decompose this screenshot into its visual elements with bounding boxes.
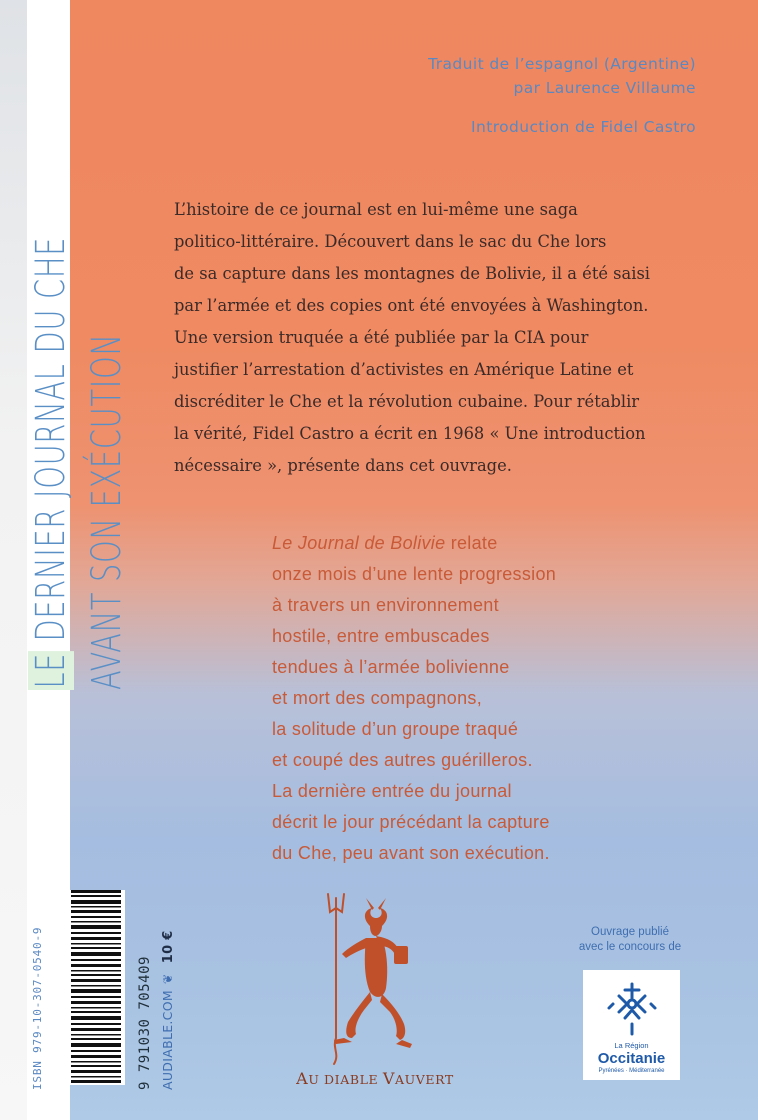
summary-paragraph — [272, 528, 612, 869]
summary-line: décrit le jour précédant la capture — [272, 812, 550, 832]
publisher-rest-1: U DIABLE — [308, 1072, 383, 1087]
support-notice — [570, 925, 690, 955]
book-title-italic: Le Journal de Bolivie — [272, 533, 446, 553]
barcode-block — [27, 890, 177, 1090]
title-line-1-rest: DERNIER JOURNAL DU CHE — [28, 236, 74, 652]
occitanie-logo — [583, 970, 680, 1080]
isbn-label: ISBN 979-10-307-0540-9 — [31, 926, 44, 1090]
price-label: 10 € — [161, 930, 176, 964]
cover-edge-strip — [0, 0, 27, 1120]
publisher-name — [270, 1069, 480, 1088]
blurb-line: la vérité, Fidel Castro a écrit en 1968 « Une introduction — [174, 424, 646, 443]
translator-credit — [428, 52, 696, 100]
publisher-initial-2: V — [382, 1069, 395, 1088]
summary-line: onze mois d’une lente progression — [272, 564, 557, 584]
summary-line: la solitude d’un groupe traqué — [272, 719, 519, 739]
summary-line: hostile, entre embuscades — [272, 626, 490, 646]
region-name: Occitanie — [597, 1050, 666, 1067]
blurb-line: discréditer le Che et la révolution cubaine. Pour rétablir — [174, 392, 640, 411]
translation-line-2: par Laurence Villaume — [513, 79, 696, 97]
publisher-mark-icon: ❦ — [160, 973, 175, 985]
title-highlight-le: LE — [28, 652, 74, 689]
summary-line: La dernière entrée du journal — [272, 781, 512, 801]
blurb-line: par l’armée et des copies ont été envoyées à Washington. — [174, 296, 649, 315]
title-line-1 — [24, 237, 78, 690]
introduction-credit: Introduction de Fidel Castro — [471, 118, 696, 136]
summary-line: et coupé des autres guérilleros. — [272, 750, 533, 770]
summary-line — [272, 528, 612, 559]
devil-logo-icon — [310, 888, 430, 1073]
support-line-1: Ouvrage publié — [591, 926, 669, 938]
title-line-2: AVANT SON EXÉCUTION — [84, 333, 130, 690]
barcode-number: 9 791030 705409 — [137, 956, 153, 1090]
publisher-initial-1: A — [296, 1069, 309, 1088]
support-line-2: avec le concours de — [578, 941, 682, 953]
summary-line: du Che, peu avant son exécution. — [272, 843, 550, 863]
site-and-price — [157, 880, 179, 1090]
region-subtitle: Pyrénées · Méditerranée — [598, 1068, 665, 1074]
vertical-title — [24, 0, 144, 690]
blurb-line: L’histoire de ce journal est en lui-même une saga — [174, 200, 578, 219]
barcode-graphic — [67, 890, 125, 1085]
blurb-line: Une version truquée a été publiée par la CIA pour — [174, 328, 589, 347]
publisher-website: AUDIABLE.COM — [160, 990, 175, 1090]
blurb-line: nécessaire », présente dans cet ouvrage. — [174, 456, 512, 475]
summary-line: à travers un environnement — [272, 595, 499, 615]
occitan-cross-icon — [605, 980, 659, 1038]
publisher-rest-2: AUVERT — [394, 1072, 454, 1087]
blurb-line: de sa capture dans les montagnes de Bolivie, il a été saisi — [174, 264, 651, 283]
blurb-paragraph — [174, 194, 704, 482]
summary-line: tendues à l’armée bolivienne — [272, 657, 510, 677]
blurb-line: politico-littéraire. Découvert dans le sac du Che lors — [174, 232, 607, 251]
region-label-small: La Région — [614, 1041, 649, 1050]
translation-line-1: Traduit de l’espagnol (Argentine) — [428, 55, 696, 73]
summary-line: et mort des compagnons, — [272, 688, 483, 708]
blurb-line: justifier l’arrestation d’activistes en Amérique Latine et — [174, 360, 634, 379]
summary-first-rest: relate — [445, 533, 498, 553]
